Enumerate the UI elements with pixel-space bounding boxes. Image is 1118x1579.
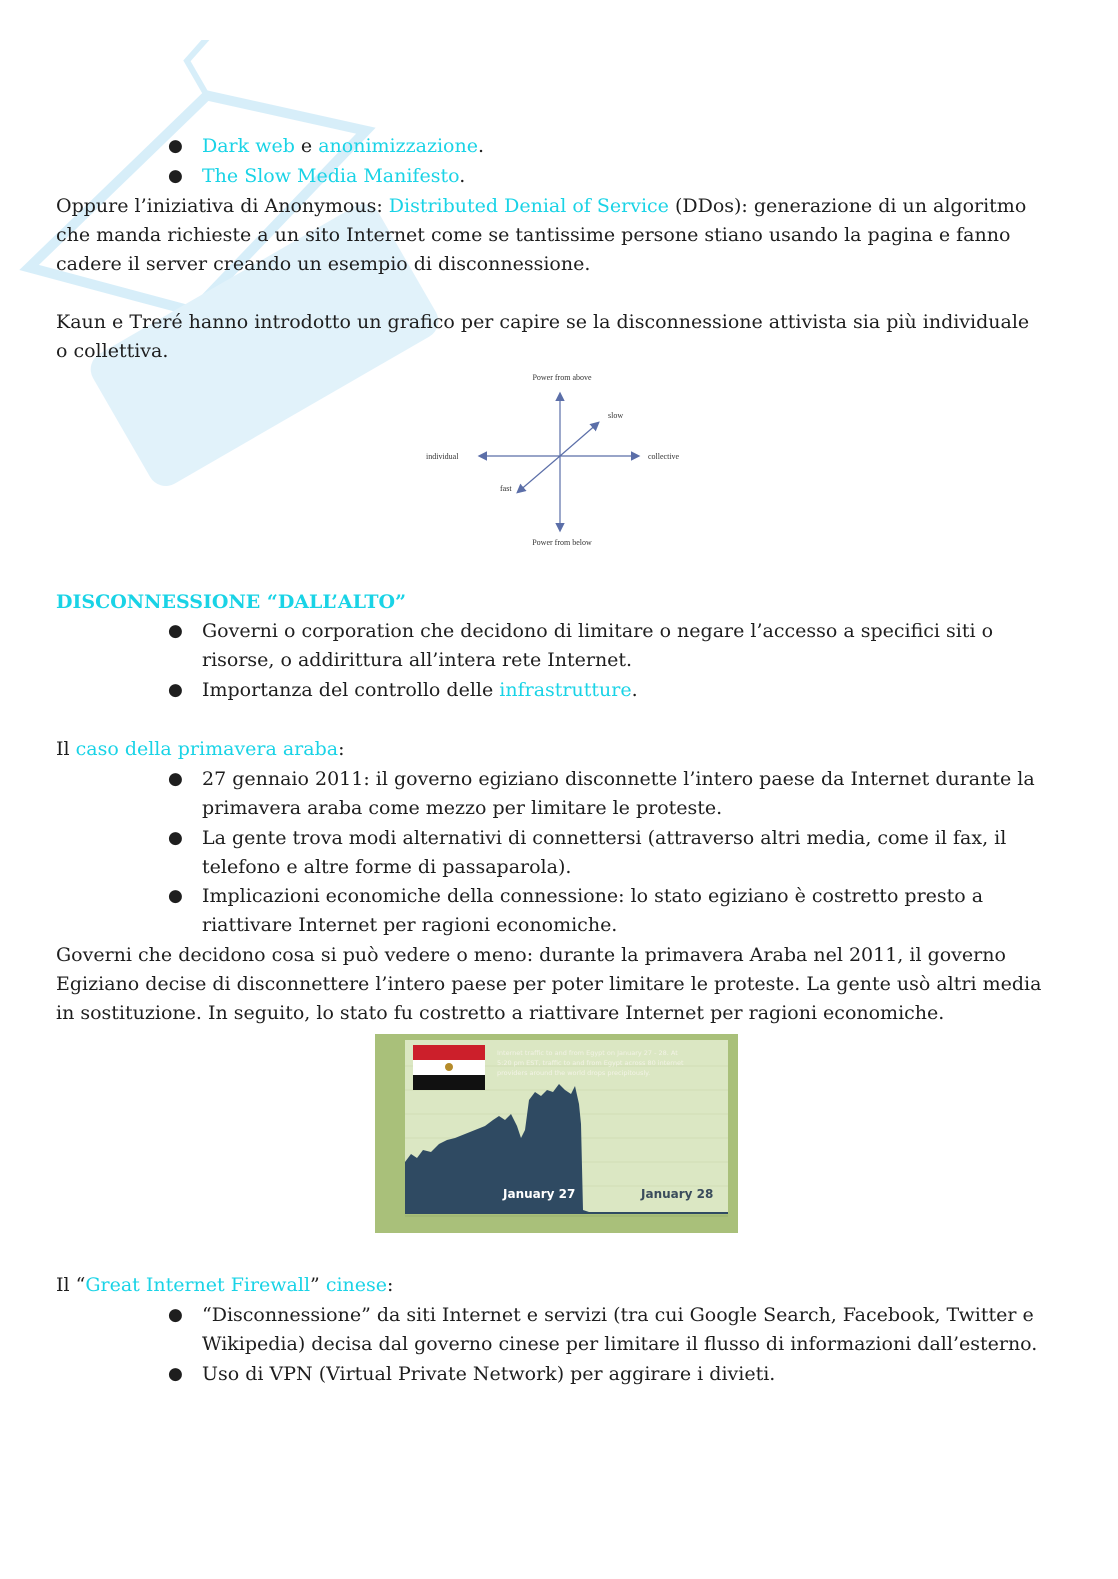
label-power-below: Power from below	[532, 538, 592, 547]
cinese-link[interactable]: cinese	[325, 1274, 388, 1296]
egypt-flag-red-stripe	[413, 1045, 485, 1060]
bullet-item-cont: primavera araba come mezzo per limitare le proteste.	[202, 797, 723, 819]
paragraph-line: o collettiva.	[56, 340, 169, 362]
slow-media-manifesto-link[interactable]: The Slow Media Manifesto	[202, 165, 460, 187]
great-firewall-link[interactable]: Great Internet Firewall	[85, 1274, 311, 1296]
label-individual: individual	[426, 452, 459, 461]
section-heading: DISCONNESSIONE “DALL’ALTO”	[56, 591, 406, 613]
bullet-marker: ●	[168, 166, 183, 186]
bullet-item: Implicazioni economiche della connessione: lo stato egiziano è costretto presto a	[202, 885, 984, 907]
bullet-marker: ●	[168, 769, 183, 789]
bullet-marker: ●	[168, 1364, 183, 1384]
chart-caption-line: Internet traffic to and from Egypt on January 27 - 28. At	[497, 1049, 678, 1057]
paragraph-line: Kaun e Treré hanno introdotto un grafico per capire se la disconnessione attivista sia più individuale	[56, 311, 1030, 333]
bullet-item: Governi o corporation che decidono di limitare o negare l’accesso a specifici siti o	[202, 620, 994, 642]
disconnection-axes-diagram	[420, 368, 700, 553]
diag-up-arrow	[560, 423, 598, 456]
dark-web-link[interactable]: Dark web	[202, 135, 295, 157]
label-january-28: January 28	[641, 1187, 714, 1201]
paragraph-line: Egiziano decise di disconnettere l’intero paese per poter limitare le proteste. La gente usò altri media	[56, 973, 1042, 995]
bullet-marker: ●	[168, 886, 183, 906]
ddos-link[interactable]: Distributed Denial of Service	[388, 195, 669, 217]
paragraph-line: cadere il server creando un esempio di disconnessione.	[56, 253, 591, 275]
infrastrutture-link[interactable]: infrastrutture	[499, 679, 632, 701]
bullet-marker: ●	[168, 621, 183, 641]
bullet-item: 27 gennaio 2011: il governo egiziano disconnette l’intero paese da Internet durante la	[202, 768, 1035, 790]
bullet-item: Dark web e anonimizzazione.	[202, 135, 485, 157]
egypt-flag-emblem	[445, 1063, 453, 1071]
egypt-flag-black-stripe	[413, 1075, 485, 1090]
label-power-above: Power from above	[532, 373, 592, 382]
paragraph-line: Il “Great Internet Firewall” cinese:	[56, 1274, 394, 1296]
label-slow: slow	[608, 411, 624, 420]
bullet-item: La gente trova modi alternativi di connettersi (attraverso altri media, come il fax, il	[202, 827, 1007, 849]
bullet-item-cont: Wikipedia) decisa dal governo cinese per limitare il flusso di informazioni dall’esterno.	[202, 1333, 1038, 1355]
bullet-item-cont: risorse, o addirittura all’intera rete Internet.	[202, 649, 633, 671]
bullet-item-cont: telefono e altre forme di passaparola).	[202, 856, 572, 878]
bullet-marker: ●	[168, 680, 183, 700]
bullet-marker: ●	[168, 1305, 183, 1325]
bullet-item: Uso di VPN (Virtual Private Network) per aggirare i divieti.	[202, 1363, 776, 1385]
paragraph-line: Il caso della primavera araba:	[56, 738, 345, 760]
diag-down-arrow	[518, 456, 560, 492]
chart-caption-line: providers around the world drops precipitously.	[497, 1069, 651, 1077]
paragraph-line: in sostituzione. In seguito, lo stato fu costretto a riattivare Internet per ragioni economiche.	[56, 1002, 945, 1024]
paragraph-line: Governi che decidono cosa si può vedere o meno: durante la primavera Araba nel 2011, il governo	[56, 944, 1006, 966]
bullet-item: “Disconnessione” da siti Internet e servizi (tra cui Google Search, Facebook, Twitter e	[202, 1304, 1034, 1326]
bullet-item-cont: riattivare Internet per ragioni economiche.	[202, 914, 618, 936]
label-collective: collective	[648, 452, 680, 461]
bullet-item: The Slow Media Manifesto.	[202, 165, 466, 187]
anonimizzazione-link[interactable]: anonimizzazione	[318, 135, 478, 157]
bullet-marker: ●	[168, 828, 183, 848]
egypt-traffic-figure	[375, 1034, 738, 1233]
bullet-marker: ●	[168, 136, 183, 156]
label-january-27: January 27	[503, 1187, 576, 1201]
label-fast: fast	[500, 484, 512, 493]
watermark-logo	[10, 40, 490, 540]
primavera-araba-link[interactable]: caso della primavera araba	[75, 738, 339, 760]
chart-caption-line: 5:20 pm EST, traffic to and from Egypt across 80 internet	[497, 1059, 684, 1067]
paragraph-line: che manda richieste a un sito Internet come se tantissime persone stiano usando la pagina e fanno	[56, 224, 1011, 246]
paragraph-line: Oppure l’iniziativa di Anonymous: Distributed Denial of Service (DDos): generazione di un algoritmo	[56, 195, 1027, 217]
bullet-item: Importanza del controllo delle infrastrutture.	[202, 679, 638, 701]
